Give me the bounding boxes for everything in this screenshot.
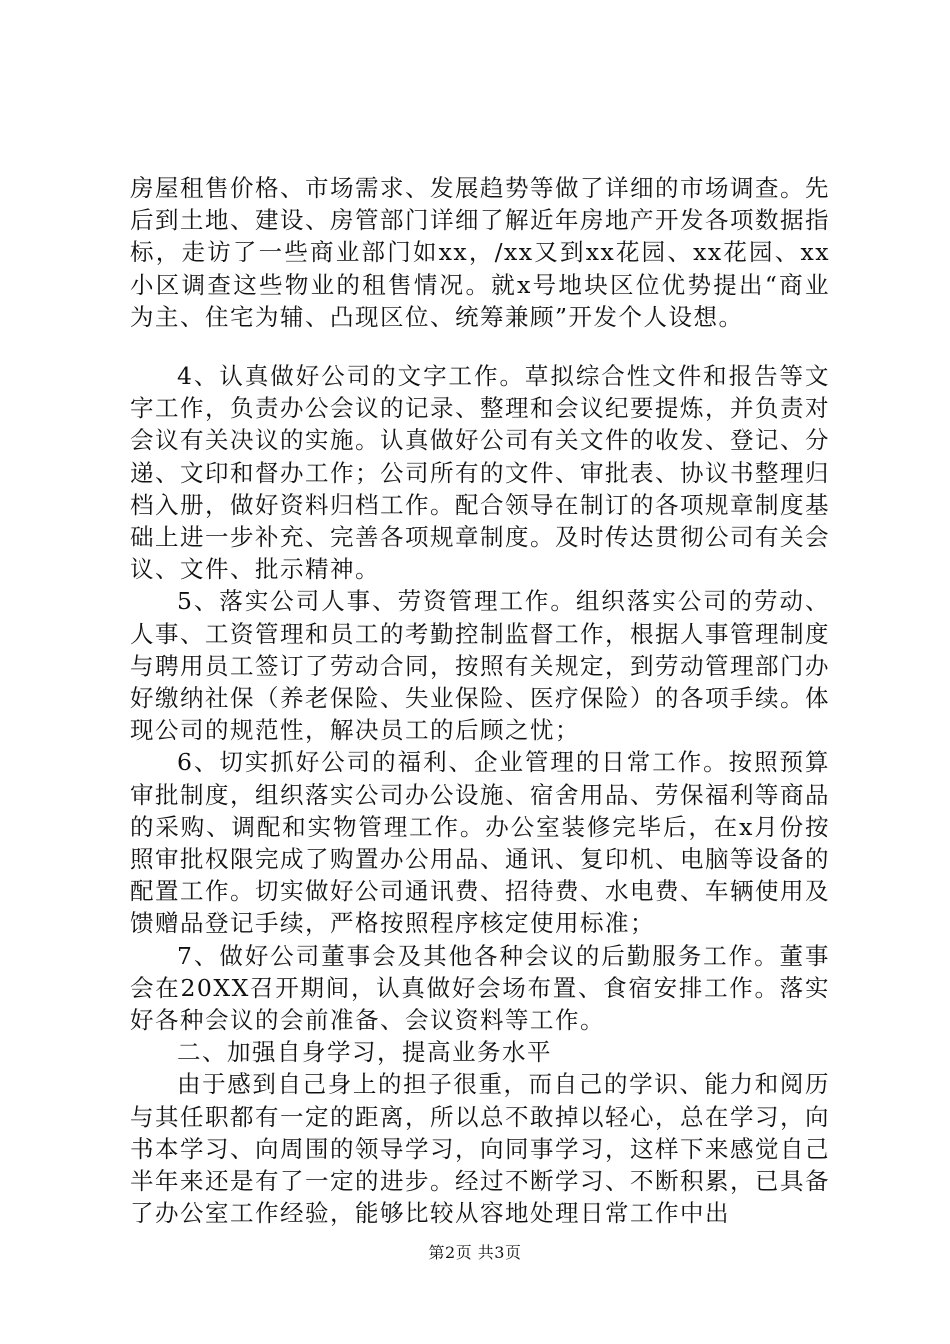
paragraph-item-4: 4、认真做好公司的文字工作。草拟综合性文件和报告等文字工作，负责办公会议的记录、整理和会议纪要提炼，并负责对会议有关决议的实施。认真做好公司有关文件的收发、登记、分递、文印和督办工作；公司所有的文件、审批表、协议书整理归档入册，做好资料归档工作。配合领导在制订的各项规章制度基础上进一步补充、完善各项规章制度。及时传达贯彻公司有关会议、文件、批示精神。 — [130, 362, 830, 584]
paragraph-item-5: 5、落实公司人事、劳资管理工作。组织落实公司的劳动、人事、工资管理和员工的考勤控制监督工作，根据人事管理制度与聘用员工签订了劳动合同，按照有关规定，到劳动管理部门办好缴纳社保（养老保险、失业保险、医疗保险）的各项手续。体现公司的规范性，解决员工的后顾之忧； — [130, 587, 830, 745]
paragraph-self-study: 由于感到自己身上的担子很重，而自己的学识、能力和阅历与其任职都有一定的距离，所以总不敢掉以轻心，总在学习，向书本学习、向周围的领导学习，向同事学习，这样下来感觉自己半年来还是有了一定的进步。经过不断学习、不断积累，已具备了办公室工作经验，能够比较从容地处理日常工作中出 — [130, 1070, 830, 1228]
paragraph-item-7: 7、做好公司董事会及其他各种会议的后勤服务工作。董事会在20XX召开期间，认真做好会场布置、食宿安排工作。落实好各种会议的会前准备、会议资料等工作。 — [130, 941, 830, 1035]
section-heading-2: 二、加强自身学习，提高业务水平 — [177, 1038, 552, 1067]
document-body — [130, 172, 830, 1230]
paragraph-market-survey: 房屋租售价格、市场需求、发展趋势等做了详细的市场调查。先后到土地、建设、房管部门详细了解近年房地产开发各项数据指标，走访了一些商业部门如xx，/xx又到xx花园、xx花园、xx小区调查这些物业的租售情况。就x号地块区位优势提出“商业为主、住宅为辅、凸现区位、统筹兼顾”开发个人设想。 — [130, 174, 830, 331]
paragraph-item-6: 6、切实抓好公司的福利、企业管理的日常工作。按照预算审批制度，组织落实公司办公设施、宿舍用品、劳保福利等商品的采购、调配和实物管理工作。办公室装修完毕后，在x月份按照审批权限完成了购置办公用品、通讯、复印机、电脑等设备的配置工作。切实做好公司通讯费、招待费、水电费、车辆使用及馈赠品登记手续，严格按照程序核定使用标准； — [130, 748, 830, 938]
page-footer: 第2页 共3页 — [428, 1243, 522, 1262]
